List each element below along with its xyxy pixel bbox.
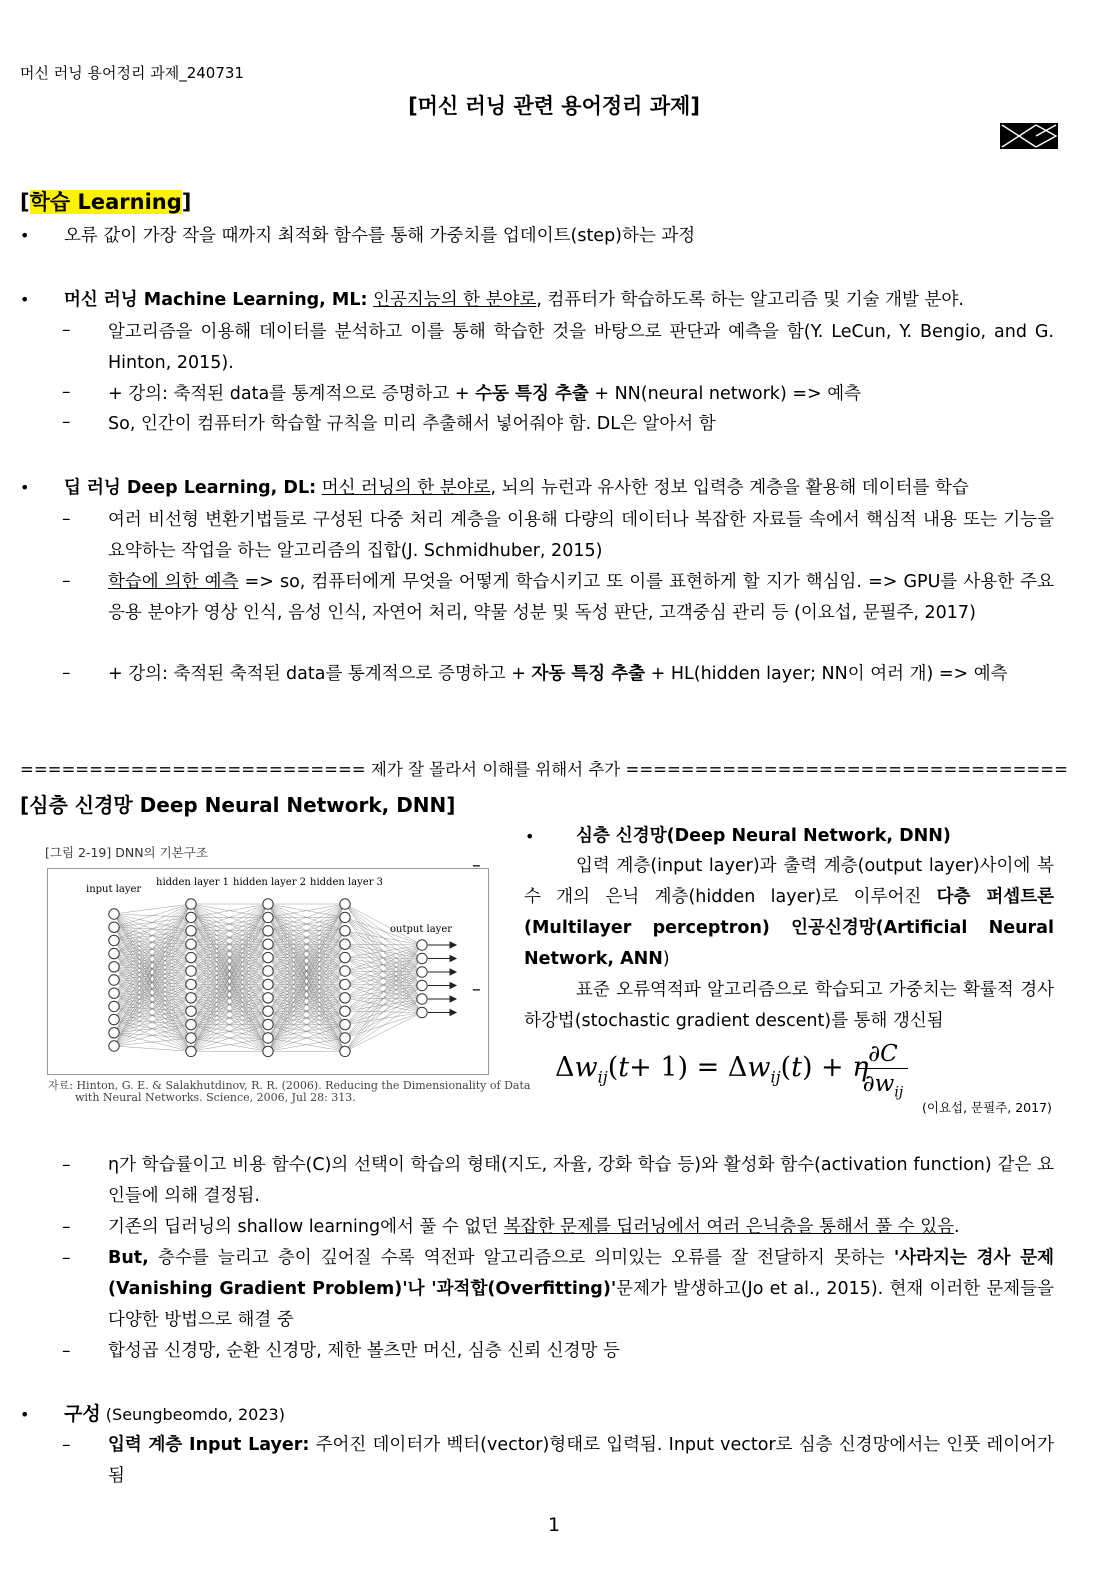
section-heading-dnn: [심층 신경망 Deep Neural Network, DNN] [20, 793, 456, 817]
neuron-node [109, 988, 119, 998]
neuron-node [340, 939, 350, 949]
neuron-node [186, 939, 196, 949]
neuron-node [417, 994, 427, 1004]
bullet-icon: • [20, 478, 30, 497]
neuron-node [186, 1033, 196, 1043]
neuron-node [263, 939, 273, 949]
neuron-node [263, 979, 273, 989]
neuron-node [109, 1001, 119, 1011]
connection-line [345, 945, 422, 958]
neuron-node [186, 993, 196, 1003]
dnn-note-4: 합성곱 신경망, 순환 신경망, 제한 볼츠만 머신, 심층 신뢰 신경망 등 [108, 1341, 620, 1361]
ml-detail-2: + 강의: 축적된 data를 통계적으로 증명하고 + 수동 특징 추출 + NN(neural network) => 예측 [108, 384, 862, 404]
structure-item-1: 입력 계층 Input Layer: 주어진 데이터가 벡터(vector)형태로 입력됨. Input vector로 심층 신경망에서는 인풋 레이어가 됨 [108, 1435, 1054, 1486]
dnn-note-1: η가 학습률이고 비용 함수(C)의 선택이 학습의 형태(지도, 자율, 강화 학습 등)와 활성화 함수(activation function) 같은 요인들에 의해 결정됨. [108, 1155, 1054, 1206]
page-title: [머신 러닝 관련 용어정리 과제] [408, 94, 700, 118]
neuron-node [263, 926, 273, 936]
neuron-node [186, 1019, 196, 1029]
neuron-node [109, 962, 119, 972]
neuron-node [186, 966, 196, 976]
neuron-node [263, 1046, 273, 1056]
structure-heading: 구성 (Seungbeomdo, 2023) [64, 1403, 285, 1425]
dash-icon: – [62, 1217, 71, 1237]
separator-line: ========================= 제가 잘 몰라서 이해를 위해서 추가 ================================ [20, 760, 1068, 779]
dash-icon: – [62, 1341, 71, 1361]
arrow-head-icon [450, 956, 456, 962]
neuron-node [109, 1041, 119, 1051]
figure-source-line-1: 자료: Hinton, G. E. & Salakhutdinov, R. R. (2006). Reducing the Dimensionality of Data [48, 1079, 531, 1092]
neuron-node [417, 967, 427, 977]
highlighted-term: 학습 Learning [29, 190, 182, 214]
neuron-node [340, 1033, 350, 1043]
neuron-node [340, 966, 350, 976]
dl-detail-2: 학습에 의한 예측 => so, 컴퓨터에게 무엇을 어떻게 학습시키고 또 이를 표현하게 할 지가 핵심임. => GPU를 사용한 주요 응용 분야가 영상 인식, 음성 인식, 자연어 처리, 약물 성분 및 독성 판단, 고객중심 관리 등 (이요섭, 문필주, 2017) [108, 572, 1054, 623]
neuron-node [263, 899, 273, 909]
neuron-node [340, 912, 350, 922]
neuron-node [263, 1019, 273, 1029]
dash-icon: – [62, 382, 71, 402]
connection-line [345, 999, 422, 1051]
neuron-node [186, 926, 196, 936]
dash-icon: – [62, 1155, 71, 1175]
connection-line [345, 945, 422, 998]
neuron-node [109, 975, 119, 985]
connection-line [345, 972, 422, 1051]
dash-icon: – [62, 663, 71, 683]
equation-fraction: ∂C $\partial w_{ij}$ [858, 1040, 908, 1108]
neuron-node [109, 922, 119, 932]
neuron-node [109, 948, 119, 958]
dash-icon: – [62, 509, 71, 529]
neuron-node [340, 926, 350, 936]
neuron-node [263, 1006, 273, 1016]
bullet-icon: • [20, 226, 30, 245]
neuron-node [340, 899, 350, 909]
neuron-node [340, 1006, 350, 1016]
redaction-mark-icon [1000, 123, 1058, 149]
dnn-paragraph-2: – 표준 오류역적파 알고리즘으로 학습되고 가중치는 확률적 경사 하강법(stochastic gradient descent)를 통해 갱신됨 [524, 975, 1054, 1037]
learning-definition: 오류 값이 가장 작을 때까지 최적화 함수를 통해 가중치를 업데이트(step)하는 과정 [64, 226, 696, 246]
dash-icon: – [62, 1248, 71, 1268]
neuron-node [417, 980, 427, 990]
neuron-node [263, 1033, 273, 1043]
neuron-node [109, 1014, 119, 1024]
weight-update-equation: $\Delta w_{ij}(t+ 1) = \Delta w_{ij}(t) + \eta$ [555, 1052, 869, 1087]
page-number: 1 [547, 1514, 561, 1536]
arrow-head-icon [450, 1010, 456, 1016]
neuron-node [186, 899, 196, 909]
neuron-node [263, 952, 273, 962]
output-layer-label: output layer [390, 924, 453, 935]
neuron-node [417, 953, 427, 963]
neuron-node [186, 1046, 196, 1056]
arrow-head-icon [450, 942, 456, 948]
arrow-head-icon [450, 969, 456, 975]
connection-line [345, 945, 422, 971]
ml-detail-1: 알고리즘을 이용해 데이터를 분석하고 이를 통해 학습한 것을 바탕으로 판단과 예측을 함(Y. LeCun, Y. Bengio, and G. Hinton, 2015). [108, 322, 1054, 373]
figure-caption: [그림 2-19] DNN의 기본구조 [45, 845, 208, 860]
document-header: 머신 러닝 용어정리 과제_240731 [20, 64, 244, 82]
dnn-bullet-title: 심층 신경망(Deep Neural Network, DNN) [576, 826, 951, 846]
neuron-node [109, 1028, 119, 1038]
dash-icon: – [62, 1435, 71, 1455]
hidden-layer-3-label: hidden layer 3 [310, 877, 384, 888]
ml-term: 머신 러닝 Machine Learning, ML: [64, 290, 368, 310]
neuron-node [340, 1019, 350, 1029]
neuron-node [340, 979, 350, 989]
ml-definition: 머신 러닝 Machine Learning, ML: 인공지능의 한 분야로, 컴퓨터가 학습하도록 하는 알고리즘 및 기술 개발 분야. [64, 290, 964, 310]
arrow-head-icon [450, 996, 456, 1002]
neuron-node [417, 1007, 427, 1017]
bullet-icon: • [525, 827, 535, 846]
neuron-node [186, 912, 196, 922]
neuron-node [186, 1006, 196, 1016]
input-layer-label: input layer [86, 884, 142, 895]
neuron-node [340, 952, 350, 962]
bullet-icon: • [20, 1405, 30, 1424]
equation-citation: (이요섭, 문필주, 2017) [922, 1100, 1052, 1115]
dash-icon: – [62, 320, 71, 340]
dash-icon: – [472, 980, 481, 1000]
dnn-figure [47, 868, 489, 1075]
connection-line [114, 904, 191, 1046]
arrow-head-icon [450, 983, 456, 989]
dl-detail-3: + 강의: 축적된 축적된 data를 통계적으로 증명하고 + 자동 특징 추출 + HL(hidden layer; NN이 여러 개) => 예측 [108, 664, 1008, 684]
dl-detail-1: 여러 비선형 변환기법들로 구성된 다중 처리 계층을 이용해 다량의 데이터나 복잡한 자료들 속에서 핵심적 내용 또는 기능을 요약하는 작업을 하는 알고리즘의 집합(J. Schmidhuber, 2015) [108, 510, 1054, 561]
section-heading-learning: [학습 Learning] [20, 190, 192, 214]
dl-definition: 딥 러닝 Deep Learning, DL: 머신 러닝의 한 분야로, 뇌의 뉴런과 유사한 정보 입력층 계층을 활용해 데이터를 학습 [64, 478, 969, 498]
neural-network-diagram [48, 869, 488, 1074]
hidden-layer-2-label: hidden layer 2 [233, 877, 307, 888]
neuron-node [263, 912, 273, 922]
neuron-node [186, 979, 196, 989]
hidden-layer-1-label: hidden layer 1 [156, 877, 230, 888]
dash-icon: – [472, 856, 481, 876]
dash-icon: – [62, 412, 71, 432]
neuron-node [417, 940, 427, 950]
dnn-paragraph-1: – 입력 계층(input layer)과 출력 계층(output layer)사이에 복수 개의 은닉 계층(hidden layer)로 이루어진 다층 퍼셉트론(Multilayer perceptron) 인공신경망(Artificial Neural Network, ANN) [524, 851, 1054, 975]
connection-line [114, 904, 191, 914]
connection-line [345, 945, 422, 1011]
dash-icon: – [62, 571, 71, 591]
neuron-node [186, 952, 196, 962]
redaction-box [1000, 123, 1058, 149]
dnn-note-3: But, 층수를 늘리고 층이 깊어질 수록 역전파 알고리즘으로 의미있는 오류를 잘 전달하지 못하는 '사라지는 경사 문제(Vanishing Gradient Problem)'나 '과적합(Overfitting)'문제가 발생하고(Jo et al., 2015). 현재 이러한 문제들을 다양한 방법으로 해결 중 [108, 1248, 1054, 1330]
neuron-node [340, 1046, 350, 1056]
figure-source-line-2: with Neural Networks. Science, 2006, Jul 28: 313. [75, 1091, 356, 1104]
neuron-node [263, 966, 273, 976]
dl-term: 딥 러닝 Deep Learning, DL: [64, 478, 317, 498]
bullet-icon: • [20, 290, 30, 309]
ml-detail-3: So, 인간이 컴퓨터가 학습할 규칙을 미리 추출해서 넣어줘야 함. DL은 알아서 함 [108, 414, 716, 434]
dnn-note-2: 기존의 딥러닝의 shallow learning에서 풀 수 없던 복잡한 문제를 딥러닝에서 여러 은닉층을 통해서 풀 수 있음. [108, 1217, 960, 1237]
neuron-node [109, 909, 119, 919]
neuron-node [109, 935, 119, 945]
neuron-node [340, 993, 350, 1003]
neuron-node [263, 993, 273, 1003]
